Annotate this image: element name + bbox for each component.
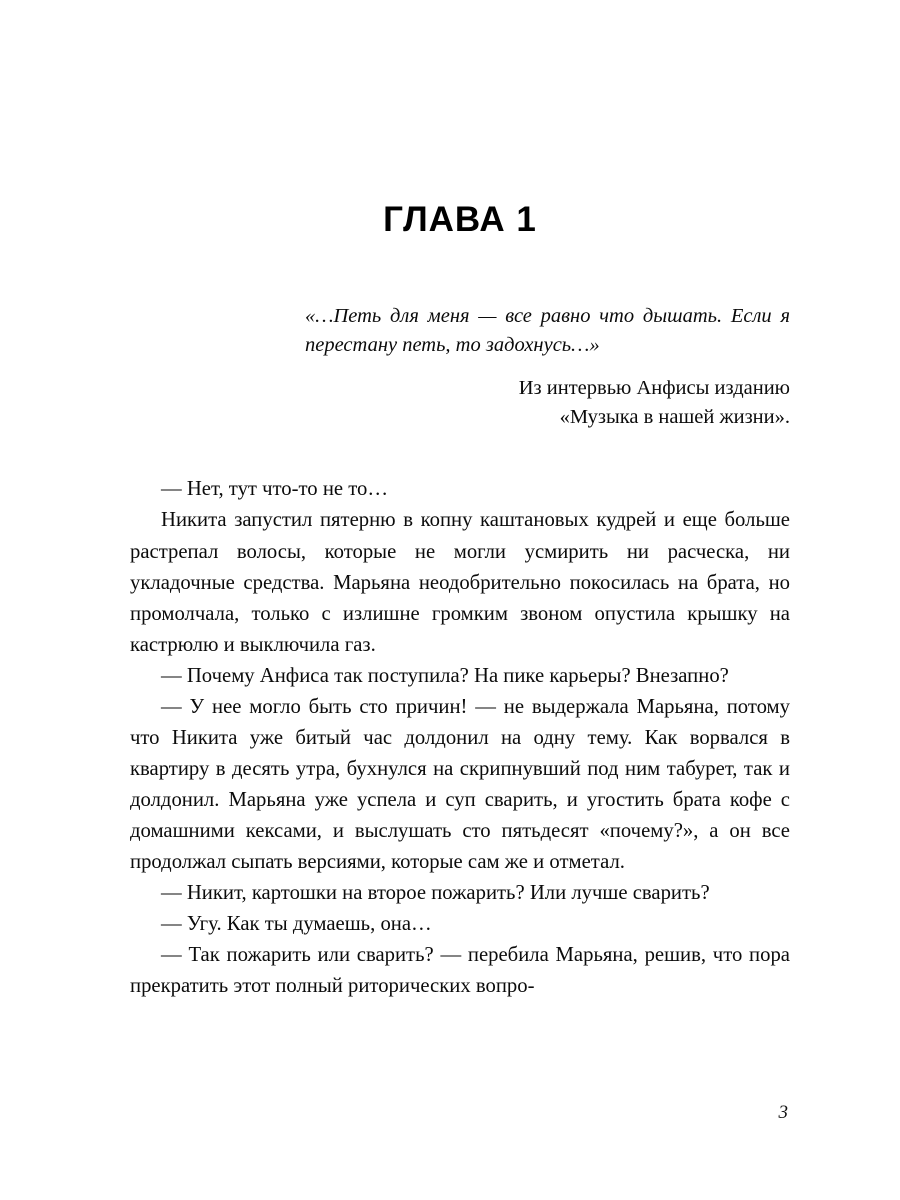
page-content [130,0,790,1002]
epigraph-source-line-2: «Музыка в нашей жизни». [559,406,790,429]
epigraph-source-line-1: Из интервью Анфисы изданию [518,377,790,400]
paragraph: — Нет, тут что-то не то… [161,478,389,501]
chapter-title: ГЛАВА 1 [383,200,537,239]
paragraph: — Так пожарить или сварить? — перебила Марьяна, решив, что пора прекратить этот полный риторических вопро- [130,944,790,998]
paragraph: — Угу. Как ты думаешь, она… [161,913,432,936]
page-number: 3 [778,1102,788,1123]
paragraph: — Почему Анфиса так поступила? На пике карьеры? Внезапно? [161,664,729,687]
paragraph: Никита запустил пятерню в копну каштановых кудрей и еще больше растрепал волосы, которые не могли усмирить ни расческа, ни укладочные средства. Марьяна неодобрительно покосилась на брата, но промолчала, только с излишне громким звоном опустила крышку на кастрюлю и выключила газ. [130,509,790,656]
epigraph-quote: «…Петь для меня — все равно что дышать. Если я перестану петь, то задохнусь…» [305,305,790,357]
paragraph: — У нее могло быть сто причин! — не выдержала Марьяна, потому что Никита уже битый час долдонил на одну тему. Как ворвался в квартиру в десять утра, бухнулся на скрипнувший под ним табурет, так и долдонил. Марьяна уже успела и суп сварить, и угостить брата кофе с домашними кексами, и выслушать сто пятьдесят «почему?», а он все продолжал сыпать версиями, которые сам же и отметал. [130,695,790,873]
epigraph-source [130,374,790,432]
body-text [130,474,790,1002]
epigraph [130,302,790,432]
paragraph: — Никит, картошки на второе пожарить? Или лучше сварить? [161,882,710,905]
